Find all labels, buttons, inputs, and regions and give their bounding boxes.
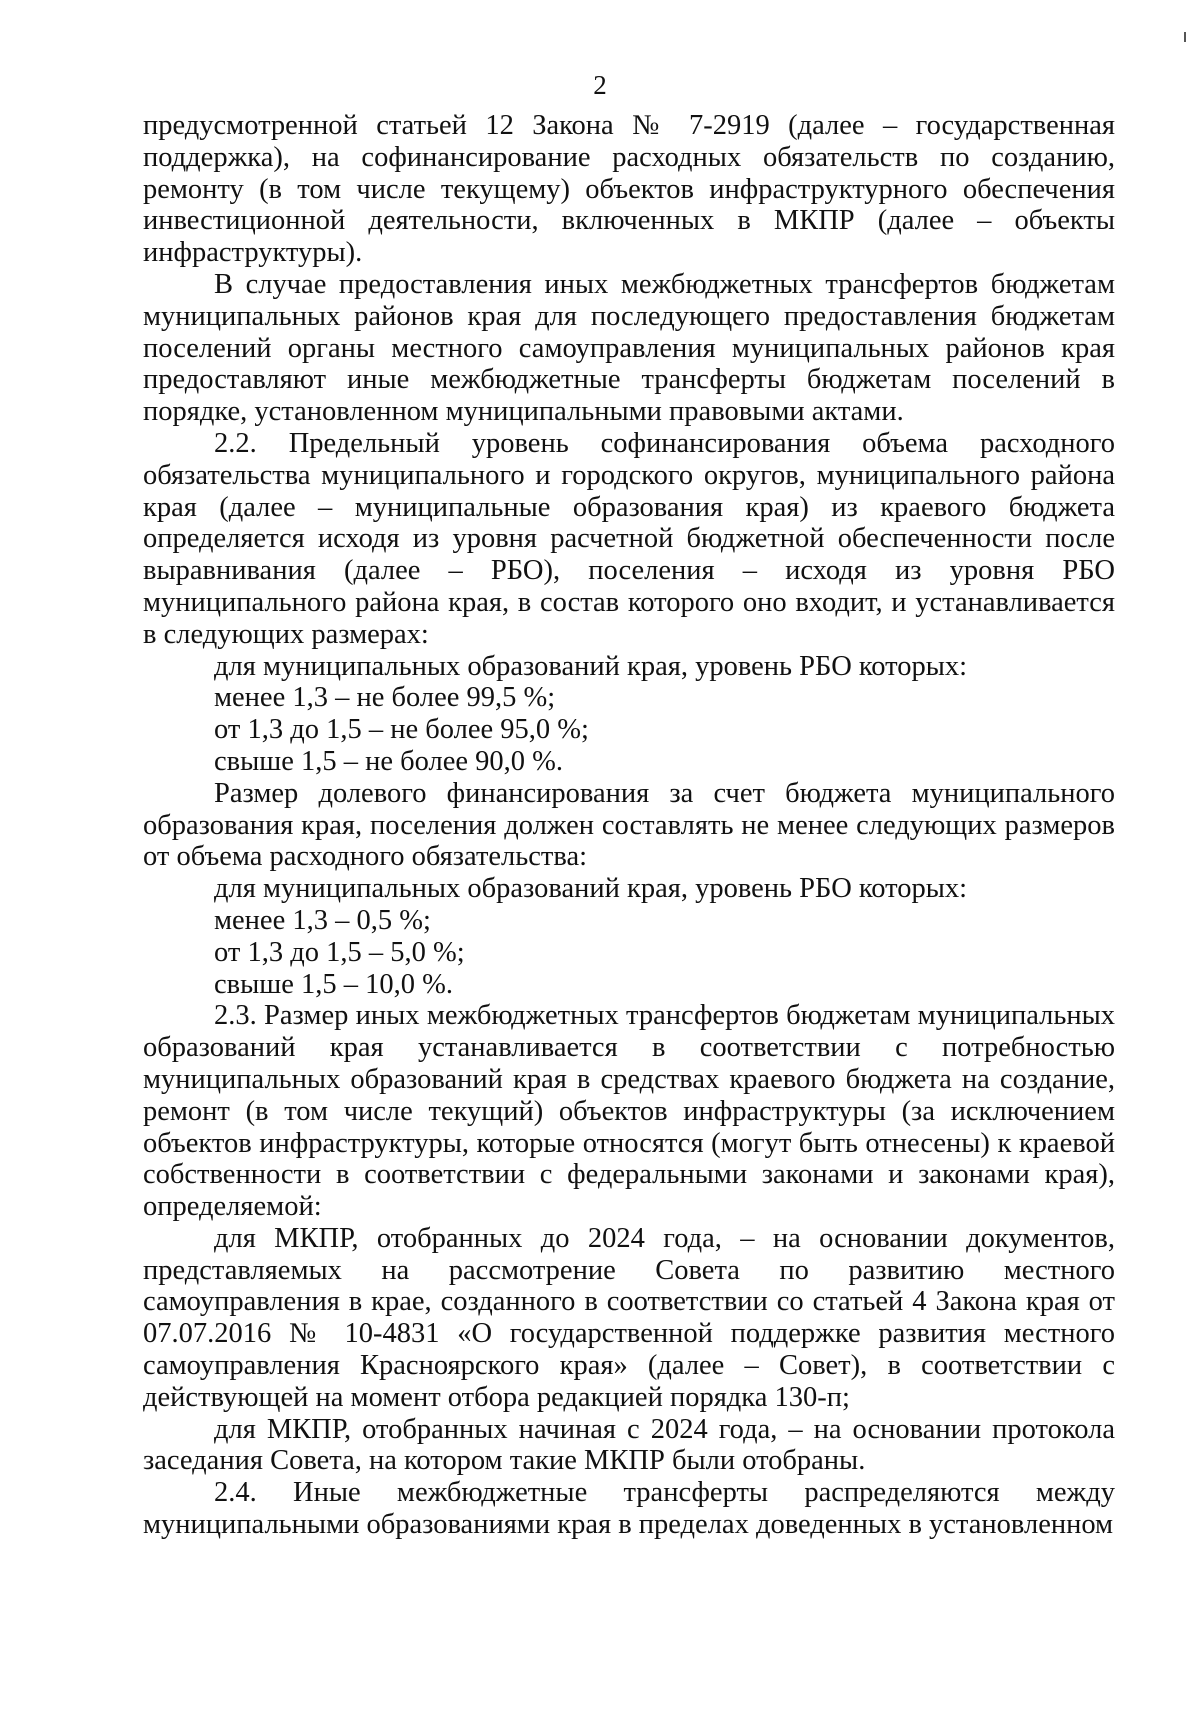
list-item-rbo-under-1-3: менее 1,3 – не более 99,5 %; bbox=[214, 682, 556, 714]
paragraph-2-2: 2.2. Предельный уровень софинансирования объема расходного обязательства муниципального и городского округов, муниципального района края (далее – муниципальные образования края) из краевого бюджета определяется исходя из уровня расчетной бюджетной обеспеченности после выравнивания (далее – РБО), поселения – исходя из уровня РБО муниципального района края, в состав которого оно входит, и устанавливается в следующих размерах: bbox=[143, 427, 1115, 650]
list-intro-rbo-levels-1: для муниципальных образований края, уровень РБО которых: bbox=[214, 650, 968, 682]
paragraph-2-3: 2.3. Размер иных межбюджетных трансфертов бюджетам муниципальных образований края устанавливается в соответствии с потребностью муниципальных образований края в средствах краевого бюджета на создание, ремонт (в том числе текущий) объектов инфраструктуры (за исключением объектов инфраструктуры, которые относятся (могут быть отнесены) к краевой собственности в соответствии с федеральными законами и законами края), определяемой: bbox=[143, 1000, 1115, 1223]
list-item-rbo-over-1-5: свыше 1,5 – не более 90,0 %. bbox=[214, 745, 564, 777]
paragraph-mkpr-from-2024: для МКПР, отобранных начиная с 2024 года, – на основании протокола заседания Совета, на котором такие МКПР были отобраны. bbox=[143, 1413, 1115, 1477]
paragraph-2-4: 2.4. Иные межбюджетные трансферты распределяются между муниципальными образованиями края в пределах доведенных в установленном bbox=[143, 1477, 1115, 1541]
list-item-share-over-1-5: свыше 1,5 – 10,0 %. bbox=[214, 968, 453, 1000]
paragraph-interbudget-transfers: В случае предоставления иных межбюджетных трансфертов бюджетам муниципальных районов края для последующего предоставления бюджетам поселений органы местного самоуправления муниципальных районов края предоставляют иные межбюджетные трансферты бюджетам поселений в порядке, установленном муниципальными правовыми актами. bbox=[143, 268, 1115, 428]
list-item-share-under-1-3: менее 1,3 – 0,5 %; bbox=[214, 904, 431, 936]
list-intro-rbo-levels-2: для муниципальных образований края, уровень РБО которых: bbox=[214, 873, 968, 905]
paragraph-continuation: предусмотренной статьей 12 Закона № 7-2919 (далее – государственная поддержка), на софинансирование расходных обязательств по созданию, ремонту (в том числе текущему) объектов инфраструктурного обеспечения инвестиционной деятельности, включенных в МКПР (далее – объекты инфраструктуры). bbox=[143, 110, 1115, 269]
paragraph-mkpr-before-2024: для МКПР, отобранных до 2024 года, – на основании документов, представляемых на рассмотрение Совета по развитию местного самоуправления в крае, созданного в соответствии со статьей 4 Закона края от 07.07.2016 № 10-4831 «О государственной поддержке развития местного самоуправления Красноярского края» (далее – Совет), в соответствии с действующей на момент отбора редакцией порядка 130-п; bbox=[143, 1222, 1115, 1413]
list-item-rbo-1-3-to-1-5: от 1,3 до 1,5 – не более 95,0 %; bbox=[214, 714, 589, 746]
list-item-share-1-3-to-1-5: от 1,3 до 1,5 – 5,0 %; bbox=[214, 936, 465, 968]
page-number: 2 bbox=[593, 70, 607, 100]
paragraph-share-financing: Размер долевого финансирования за счет бюджета муниципального образования края, поселения должен составлять не менее следующих размеров от объема расходного обязательства: bbox=[143, 777, 1115, 873]
scan-edge-mark bbox=[1184, 32, 1186, 42]
document-body bbox=[143, 110, 1115, 1541]
